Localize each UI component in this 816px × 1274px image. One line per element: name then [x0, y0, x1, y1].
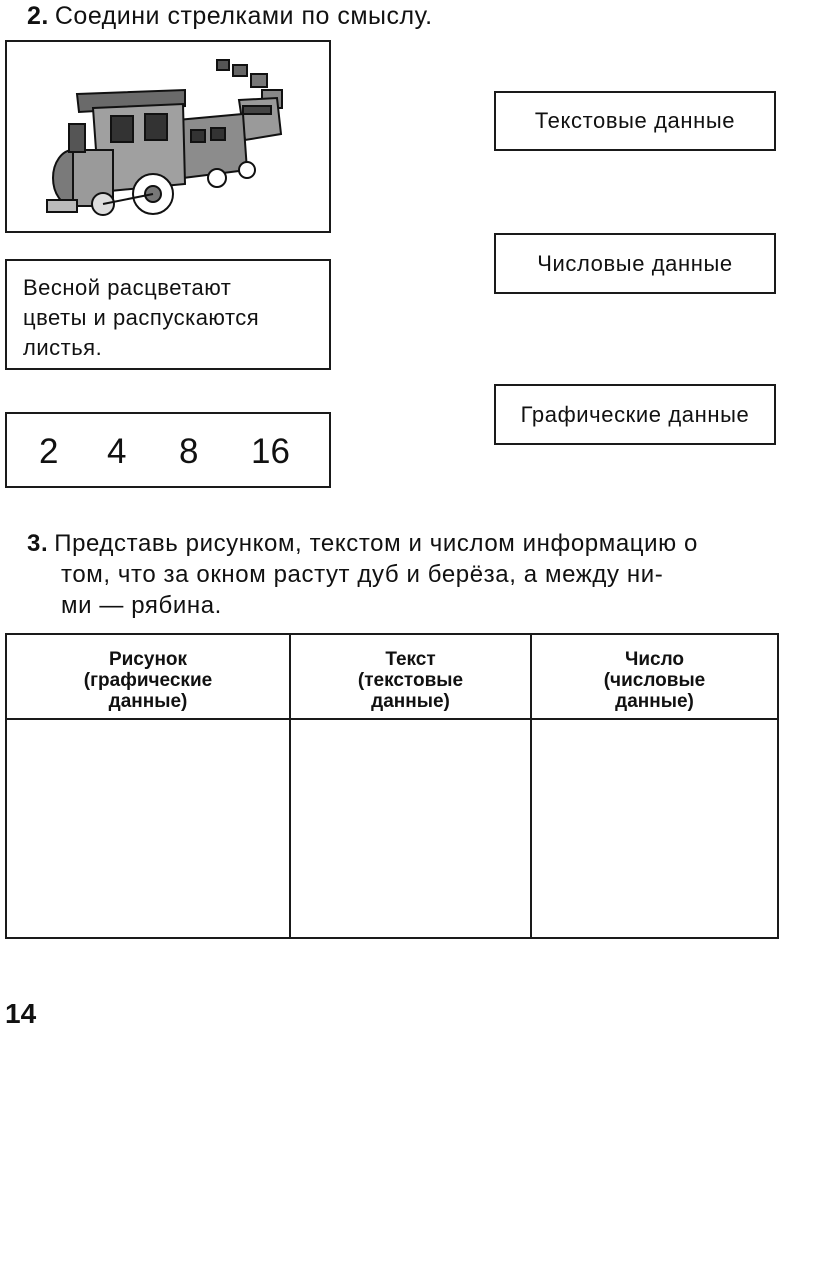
number-data-label: Числовые данные — [537, 250, 733, 276]
header-picture-line-3: данные) — [108, 691, 188, 712]
task-3-line-3: ми — рябина. — [61, 592, 222, 619]
header-picture — [6, 634, 290, 719]
number-data-label-box[interactable] — [494, 233, 776, 294]
task-3-number: 3. — [27, 530, 49, 557]
task-3-line-2: том, что за окном растут дуб и берёза, а между ни- — [61, 561, 664, 588]
text-line-1: Весной расцветают — [23, 275, 232, 300]
text-line-2: цветы и распускаются — [23, 305, 260, 330]
header-text-line-2: (текстовые — [357, 670, 464, 691]
answer-table-header-row — [6, 634, 778, 719]
number-value-4: 16 — [251, 432, 290, 471]
text-line-3: листья. — [23, 335, 103, 360]
header-text — [290, 634, 531, 719]
text-data-label: Текстовые данные — [534, 108, 736, 133]
header-text-line-1: Текст — [385, 649, 436, 670]
graphic-data-label-box[interactable] — [494, 384, 776, 445]
header-text-line-3: данные) — [371, 691, 450, 712]
answer-cell-text[interactable] — [290, 719, 531, 938]
answer-table-row — [6, 719, 778, 938]
task-2-number: 2. — [27, 2, 49, 30]
number-data-example-box[interactable] — [5, 412, 331, 488]
text-data-label-box[interactable] — [494, 91, 776, 151]
task-2-title — [27, 2, 433, 31]
header-picture-line-2: (графические — [83, 670, 213, 691]
header-picture-line-1: Рисунок — [108, 649, 188, 670]
task-3-line-1: Представь рисунком, текстом и числом информацию о — [54, 530, 698, 557]
graphic-data-label: Графические данные — [520, 401, 750, 427]
page-number: 14 — [5, 998, 37, 1029]
number-value-2: 4 — [107, 432, 127, 471]
answer-cell-picture[interactable] — [6, 719, 290, 938]
train-picture — [7, 42, 329, 231]
train-picture-box[interactable] — [5, 40, 331, 233]
task-3-text — [27, 528, 787, 621]
number-value-1: 2 — [39, 432, 59, 471]
header-number-line-1: Число — [624, 649, 685, 670]
answer-cell-number[interactable] — [531, 719, 778, 938]
answer-table — [5, 633, 779, 939]
header-number-line-3: данные) — [615, 691, 694, 712]
header-number — [531, 634, 778, 719]
task-2-instruction: Соедини стрелками по смыслу. — [54, 2, 433, 30]
text-data-example-box[interactable] — [5, 259, 331, 370]
header-number-line-2: (числовые — [603, 670, 706, 691]
number-value-3: 8 — [179, 432, 199, 471]
